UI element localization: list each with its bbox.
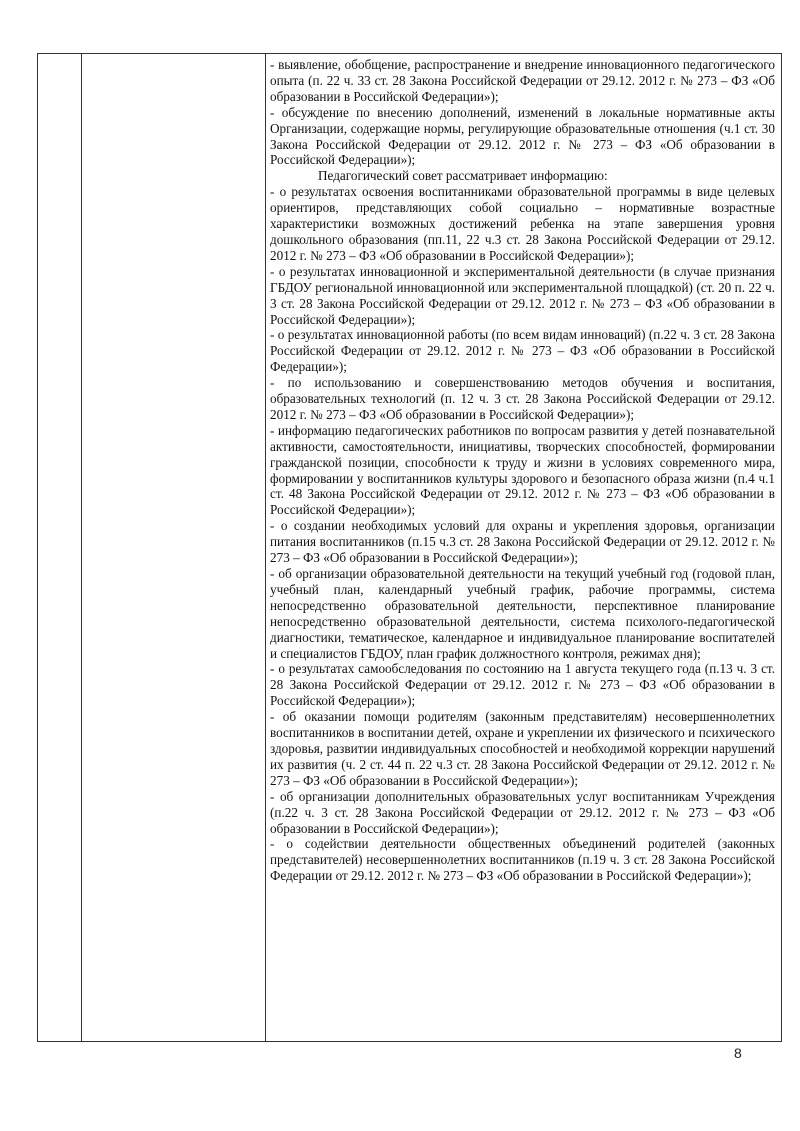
table-column-divider xyxy=(265,54,266,1041)
paragraph: - информацию педагогических работников по вопросам развития у детей познавательной активности, самостоятельности, инициативы, творческих способностей, формировании гражданской позиции, способности к труду и жизни в условиях современного мира, формировании у воспитанников культуры здорового и безопасного образа жизни (п.4 ч.1 ст. 48 Закона Российской Федерации от 29.12. 2012 г. № 273 – ФЗ «Об образовании в Российской Федерации»); xyxy=(270,422,775,518)
paragraph: - о результатах освоения воспитанниками образовательной программы в виде целевых ориентиров, представляющих собой социально – нормативные возрастные характеристики возможных достижений ребенка на этапе завершения уровня дошкольного образования (пп.11, 22 ч.3 ст. 28 Закона Российской Федерации от 29.12. 2012 г. № 273 – ФЗ «Об образовании в Российской Федерации»); xyxy=(270,184,775,263)
paragraph: - о результатах инновационной и экспериментальной деятельности (в случае признания ГБДОУ региональной инновационной или экспериментальной площадкой) (ст. 20 п. 22 ч. 3 ст. 28 Закона Российской Федерации от 29.12. 2012 г. № 273 – ФЗ «Об образовании в Российской Федерации»); xyxy=(270,263,775,327)
page-number: 8 xyxy=(734,1045,742,1061)
paragraph: - по использованию и совершенствованию методов обучения и воспитания, образовательных технологий (п. 12 ч. 3 ст. 28 Закона Российской Федерации от 29.12. 2012 г. № 273 – ФЗ «Об образовании в Российской Федерации»); xyxy=(270,375,775,422)
table-text-cell xyxy=(270,57,775,1041)
table-column-divider xyxy=(81,54,82,1041)
paragraph: - о результатах самообследования по состоянию на 1 августа текущего года (п.13 ч. 3 ст. 28 Закона Российской Федерации от 29.12. 2012 г. № 273 – ФЗ «Об образовании в Российской Федерации»); xyxy=(270,661,775,709)
paragraph: - обсуждение по внесению дополнений, изменений в локальные нормативные акты Организации, содержащие нормы, регулирующие образовательные отношения (ч.1 ст. 30 Закона Российской Федерации от 29.12. 2012 г. № 273 – ФЗ «Об образовании в Российской Федерации»); xyxy=(270,104,775,168)
section-heading: Педагогический совет рассматривает информацию: xyxy=(318,168,608,184)
document-table xyxy=(37,53,782,1042)
paragraph: - об организации дополнительных образовательных услуг воспитанникам Учреждения (п.22 ч. 3 ст. 28 Закона Российской Федерации от 29.12. 2012 г. № 273 – ФЗ «Об образовании в Российской Федерации»); xyxy=(270,788,775,836)
paragraph: - выявление, обобщение, распространение и внедрение инновационного педагогического опыта (п. 22 ч. 33 ст. 28 Закона Российской Федерации от 29.12. 2012 г. № 273 – ФЗ «Об образовании в Российской Федерации»); xyxy=(270,57,775,104)
paragraph: - об оказании помощи родителям (законным представителям) несовершеннолетних воспитанников в воспитании детей, охране и укреплении их физического и психического здоровья, развитии индивидуальных способностей и необходимой коррекции нарушений их развития (ч. 2 ст. 44 п. 22 ч.3 ст. 28 Закона Российской Федерации от 29.12. 2012 г. № 273 – ФЗ «Об образовании в Российской Федерации»); xyxy=(270,709,775,788)
paragraph: - о содействии деятельности общественных объединений родителей (законных представителей) несовершеннолетних воспитанников (п.19 ч. 3 ст. 28 Закона Российской Федерации от 29.12. 2012 г. № 273 – ФЗ «Об образовании в Российской Федерации»); xyxy=(270,836,775,884)
paragraph: - об организации образовательной деятельности на текущий учебный год (годовой план, учебный план, календарный учебный график, рабочие программы, система непосредственно образовательной деятельности, перспективное планирование непосредственно образовательной деятельности, система психолого-педагогической диагностики, тематическое, календарное и индивидуальное планирование воспитателей и специалистов ГБДОУ, план график должностного контроля, режимах дня); xyxy=(270,566,775,661)
paragraph: - о создании необходимых условий для охраны и укрепления здоровья, организации питания воспитанников (п.15 ч.3 ст. 28 Закона Российской Федерации от 29.12. 2012 г. № 273 – ФЗ «Об образовании в Российской Федерации»); xyxy=(270,518,775,566)
paragraph: - о результатах инновационной работы (по всем видам инноваций) (п.22 ч. 3 ст. 28 Закона Российской Федерации от 29.12. 2012 г. № 273 – ФЗ «Об образовании в Российской Федерации»); xyxy=(270,327,775,375)
